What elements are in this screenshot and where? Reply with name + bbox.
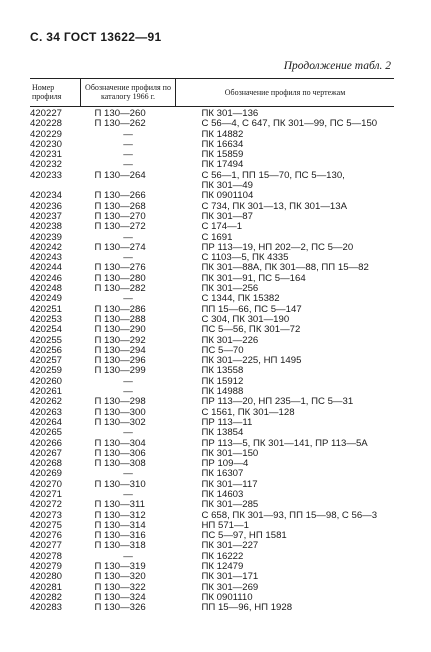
drawing-designation-cell: ПП 15—96, НП 1928 [201, 602, 293, 614]
profile-number-cell: 420242 [30, 241, 63, 253]
catalog-designation-cell: — [123, 231, 133, 243]
drawing-designation-cell: ПК 301—150 [201, 447, 259, 459]
drawing-designation-cell: ПК 301—226 [201, 334, 259, 346]
profiles-table-container [30, 78, 394, 614]
drawing-designation-cell: ПК 301—285 [201, 499, 259, 511]
drawing-designation-cell: ПР 113—11 [201, 416, 253, 428]
profile-number-cell: 420263 [30, 406, 63, 418]
catalog-designation-cell: П 130—292 [94, 334, 146, 346]
drawing-designation-cell: С 658, ПК 301—93, ПП 15—98, С 56—3 [201, 509, 378, 521]
catalog-designation-cell: П 130—299 [94, 365, 146, 377]
drawing-designation-cell: ПК 301—256 [201, 283, 259, 295]
drawing-designation-cell: ПК 16634 [201, 138, 244, 150]
profile-number-cell: 420282 [30, 591, 63, 603]
drawing-designation-cell: ПК 15912 [201, 375, 244, 387]
drawing-designation-cell: ПК 12479 [201, 561, 244, 573]
drawing-designation-cell: С 56—4, С 647, ПК 301—99, ПС 5—150 [201, 118, 378, 130]
table-row [30, 428, 394, 438]
profile-number-cell: 420277 [30, 540, 63, 552]
catalog-designation-cell: П 130—294 [94, 344, 146, 356]
profile-number-cell: 420243 [30, 252, 63, 264]
drawing-designation-cell: ПР 113—20, НП 235—1, ПС 5—31 [201, 396, 354, 408]
catalog-designation-cell: — [123, 138, 133, 150]
table-header-row [30, 79, 394, 107]
catalog-designation-cell: П 130—311 [94, 499, 145, 511]
drawing-designation-cell: ПК 301—87 [201, 210, 253, 222]
catalog-designation-cell: — [123, 386, 133, 398]
catalog-designation-cell: П 130—312 [94, 509, 146, 521]
catalog-designation-cell: П 130—306 [94, 447, 146, 459]
drawing-designation-cell: ПК 16222 [201, 550, 244, 562]
drawing-designation-cell: ПК 301—49 [201, 180, 253, 192]
table-row [30, 603, 394, 613]
profile-number-cell: 420232 [30, 159, 63, 171]
catalog-designation-cell: П 130—296 [94, 355, 146, 367]
profile-number-cell: 420231 [30, 149, 63, 161]
profile-number-cell: 420266 [30, 437, 63, 449]
profile-number-cell: 420275 [30, 519, 63, 531]
drawing-designation-cell: С 734, ПК 301—13, ПК 301—13А [201, 200, 348, 212]
profile-number-cell: 420273 [30, 509, 63, 521]
profile-number-cell: 420265 [30, 427, 63, 439]
drawing-designation-cell: ПП 15—66, ПС 5—147 [201, 303, 302, 315]
drawing-designation-cell: ПК 14988 [201, 386, 244, 398]
drawing-designation-cell: С 304, ПК 301—190 [201, 313, 290, 325]
catalog-designation-cell: П 130—308 [94, 458, 146, 470]
catalog-designation-cell: П 130—286 [94, 303, 146, 315]
drawing-designation-cell: ПК 301—171 [201, 571, 259, 583]
catalog-designation-cell: П 130—302 [94, 416, 146, 428]
page-header: С. 34 ГОСТ 13622—91 [30, 30, 162, 44]
drawing-designation-cell: ПК 301—117 [201, 478, 258, 490]
profile-number-cell: 420246 [30, 272, 63, 284]
profile-number-cell: 420257 [30, 355, 63, 367]
catalog-designation-cell: П 130—274 [94, 241, 146, 253]
drawing-designation-cell: С 56—1, ПП 15—70, ПС 5—130, [201, 169, 345, 181]
drawing-designation-cell: ПС 5—70 [201, 344, 244, 356]
profile-number-cell: 420244 [30, 262, 63, 274]
catalog-designation-cell: П 130—266 [94, 190, 146, 202]
profile-number-cell: 420259 [30, 365, 63, 377]
profile-number-cell: 420251 [30, 303, 63, 315]
profile-number-cell: 420234 [30, 190, 63, 202]
catalog-designation-cell: П 130—319 [94, 561, 146, 573]
profile-number-cell: 420228 [30, 118, 63, 130]
profile-number-cell: 420253 [30, 313, 63, 325]
drawing-designation-cell: ПК 301—225, НП 1495 [201, 355, 302, 367]
catalog-designation-cell: — [123, 149, 133, 161]
profile-number-cell: 420229 [30, 128, 63, 140]
catalog-designation-cell: П 130—260 [94, 108, 146, 119]
drawing-designation-cell: С 1344, ПК 15382 [201, 293, 280, 305]
catalog-designation-cell: П 130—316 [94, 530, 146, 542]
profile-number-cell: 420269 [30, 468, 63, 480]
header-profile-number: Номер профиля [30, 79, 81, 107]
drawing-designation-cell: НП 571—1 [201, 519, 249, 531]
drawing-designation-cell: С 1103—5, ПК 4335 [201, 252, 289, 264]
catalog-designation-cell: П 130—270 [94, 210, 146, 222]
profile-number-cell: 420267 [30, 447, 63, 459]
catalog-designation-cell: — [123, 488, 133, 500]
drawing-designation-cell: ПР 113—5, ПК 301—141, ПР 113—5А [201, 437, 368, 449]
catalog-designation-cell: П 130—268 [94, 200, 146, 212]
drawing-designation-cell: ПК 13854 [201, 427, 244, 439]
drawing-designation-cell: С 1561, ПК 301—128 [201, 406, 295, 418]
profile-number-cell: 420230 [30, 138, 63, 150]
profile-number-cell: 420270 [30, 478, 63, 490]
drawing-designation-cell: ПР 109—4 [201, 458, 249, 470]
profile-number-cell: 420255 [30, 334, 63, 346]
drawing-designation-cell: ПК 14882 [201, 128, 244, 140]
profile-number-cell: 420268 [30, 458, 63, 470]
drawing-designation-cell: ПК 16307 [201, 468, 244, 480]
catalog-designation-cell: П 130—320 [94, 571, 146, 583]
catalog-designation-cell: — [123, 427, 133, 439]
profile-number-cell: 420254 [30, 324, 63, 336]
profile-number-cell: 420248 [30, 283, 63, 295]
profile-number-cell: 420238 [30, 221, 63, 233]
catalog-designation-cell: П 130—310 [94, 478, 146, 490]
catalog-designation-cell: П 130—288 [94, 313, 146, 325]
drawing-designation-cell: ПК 301—88А, ПК 301—88, ПП 15—82 [201, 262, 369, 274]
table-row [30, 325, 394, 335]
catalog-designation-cell: — [123, 375, 133, 387]
profile-number-cell: 420280 [30, 571, 63, 583]
profile-number-cell: 420233 [30, 169, 63, 181]
catalog-designation-cell: П 130—282 [94, 283, 146, 295]
catalog-designation-cell: П 130—264 [94, 169, 146, 181]
profile-number-cell: 420249 [30, 293, 63, 305]
catalog-designation-cell: П 130—276 [94, 262, 146, 274]
catalog-designation-cell: П 130—300 [94, 406, 146, 418]
drawing-designation-cell: ПК 17494 [201, 159, 244, 171]
profile-number-cell: 420278 [30, 550, 63, 562]
catalog-designation-cell: П 130—314 [94, 519, 146, 531]
profiles-table [30, 78, 394, 614]
drawing-designation-cell: ПС 5—97, НП 1581 [201, 530, 287, 542]
catalog-designation-cell: П 130—262 [94, 118, 146, 130]
catalog-designation-cell: П 130—290 [94, 324, 146, 336]
catalog-designation-cell: П 130—322 [94, 581, 146, 593]
drawing-designation-cell: ПК 301—91, ПС 5—164 [201, 272, 306, 284]
profile-number-cell: 420283 [30, 602, 63, 614]
catalog-designation-cell: П 130—298 [94, 396, 146, 408]
drawing-designation-cell: С 174—1 [201, 221, 243, 233]
header-drawing-designation: Обозначение профиля по чертежам [176, 79, 395, 107]
header-catalog-designation: Обозначение профиля по каталогу 1966 г. [81, 79, 176, 107]
catalog-designation-cell: П 130—318 [94, 540, 146, 552]
drawing-designation-cell: ПК 0901104 [201, 190, 254, 202]
profile-number-cell: 420239 [30, 231, 63, 243]
drawing-designation-cell: ПК 13558 [201, 365, 244, 377]
catalog-designation-cell: — [123, 468, 133, 480]
profile-number-cell: 420279 [30, 561, 63, 573]
drawing-designation-cell: ПК 301—136 [201, 108, 259, 119]
catalog-designation-cell: — [123, 293, 133, 305]
catalog-designation-cell: — [123, 159, 133, 171]
profile-number-cell: 420264 [30, 416, 63, 428]
catalog-designation-cell: — [123, 252, 133, 264]
drawing-designation-cell: ПС 5—56, ПК 301—72 [201, 324, 301, 336]
catalog-designation-cell: П 130—326 [94, 602, 146, 614]
profile-number-cell: 420281 [30, 581, 63, 593]
profile-number-cell: 420237 [30, 210, 63, 222]
drawing-designation-cell: ПК 301—227 [201, 540, 259, 552]
profile-number-cell: 420262 [30, 396, 63, 408]
catalog-designation-cell: П 130—280 [94, 272, 146, 284]
profile-number-cell: 420271 [30, 488, 63, 500]
profile-number-cell: 420276 [30, 530, 63, 542]
profile-number-cell: 420260 [30, 375, 63, 387]
table-continuation-label: Продолжение табл. 2 [283, 60, 391, 72]
profile-number-cell: 420256 [30, 344, 63, 356]
drawing-designation-cell: С 1691 [201, 231, 233, 243]
profile-number-cell: 420227 [30, 108, 63, 119]
profile-number-cell: 420272 [30, 499, 63, 511]
catalog-designation-cell: — [123, 128, 133, 140]
profile-number-cell: 420261 [30, 386, 63, 398]
catalog-designation-cell: — [123, 550, 133, 562]
drawing-designation-cell: ПК 0901110 [201, 591, 253, 603]
drawing-designation-cell: ПР 113—19, НП 202—2, ПС 5—20 [201, 241, 354, 253]
drawing-designation-cell: ПК 14603 [201, 488, 244, 500]
catalog-designation-cell: П 130—272 [94, 221, 146, 233]
drawing-designation-cell: ПК 301—269 [201, 581, 259, 593]
drawing-designation-cell: ПК 15859 [201, 149, 244, 161]
catalog-designation-cell: П 130—324 [94, 591, 146, 603]
table-body [30, 107, 394, 614]
catalog-designation-cell: П 130—304 [94, 437, 146, 449]
profile-number-cell: 420236 [30, 200, 63, 212]
